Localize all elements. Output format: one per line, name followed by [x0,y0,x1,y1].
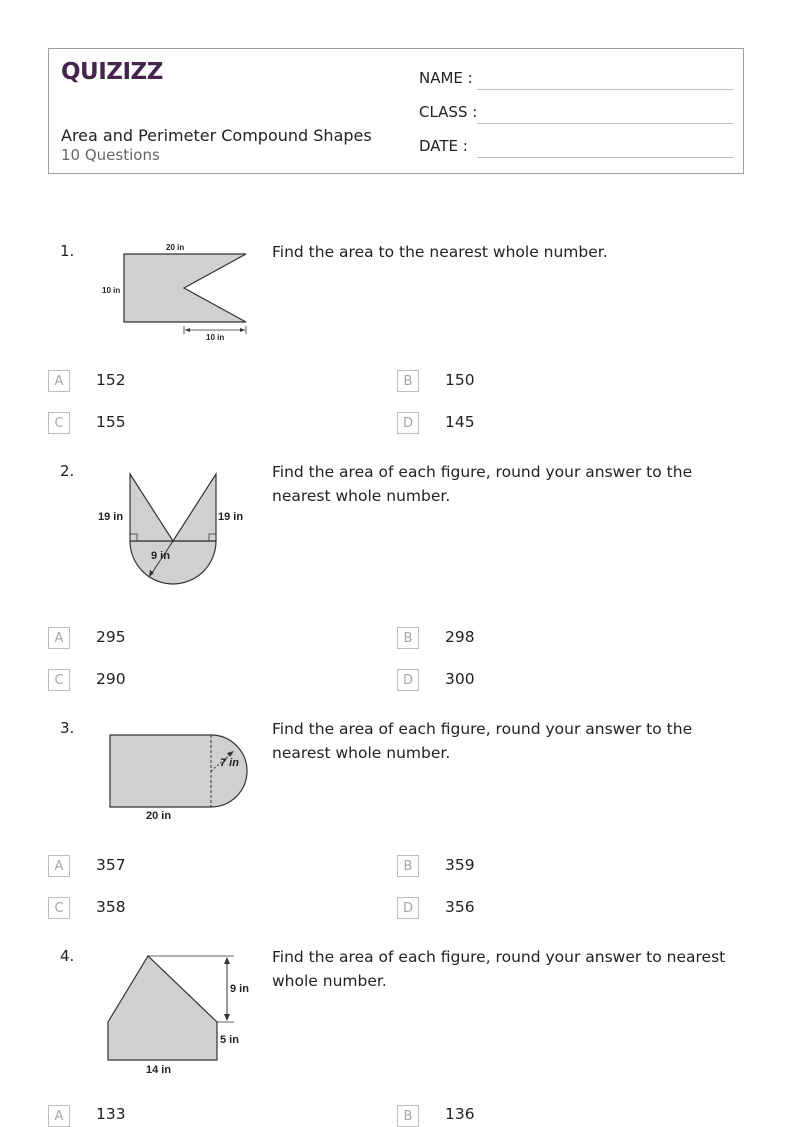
question-text: Find the area of each figure, round your answer to nearest whole number. [272,948,726,990]
worksheet-header [48,48,744,174]
worksheet-title: Area and Perimeter Compound Shapes [61,126,372,145]
option-d-box[interactable]: D [397,412,419,434]
option-b-value[interactable]: 136 [445,1105,475,1123]
date-label: DATE : [419,137,468,155]
name-label: NAME : [419,69,473,87]
option-a-value[interactable]: 295 [96,628,126,646]
question-number: 2. [60,462,75,480]
option-d-box[interactable]: D [397,669,419,691]
option-c-box[interactable]: C [48,669,70,691]
label-left: 19 in [98,511,124,523]
label-bottom: 10 in [206,333,225,342]
option-b-box[interactable]: B [397,855,419,877]
option-b-box[interactable]: B [397,370,419,392]
option-b-value[interactable]: 359 [445,856,475,874]
option-b-value[interactable]: 298 [445,628,475,646]
question-text: Find the area of each figure, round your answer to the nearest whole number. [272,720,693,762]
label-top: 20 in [166,243,185,252]
option-a-value[interactable]: 133 [96,1105,126,1123]
date-line[interactable] [477,157,733,158]
question-text: Find the area of each figure, round your answer to the nearest whole number. [272,463,693,505]
option-c-box[interactable]: C [48,412,70,434]
class-label: CLASS : [419,103,478,121]
label-radius: 7 in [220,757,239,769]
figure-q2 [96,466,256,594]
option-a-box[interactable]: A [48,1105,70,1127]
label-length: 20 in [146,810,172,822]
question-number: 3. [60,719,75,737]
option-c-box[interactable]: C [48,897,70,919]
question-number: 1. [60,242,75,260]
question-text: Find the area to the nearest whole number. [272,243,608,261]
name-line[interactable] [477,89,733,90]
option-d-box[interactable]: D [397,897,419,919]
option-a-box[interactable]: A [48,627,70,649]
option-c-value[interactable]: 358 [96,898,126,916]
option-b-box[interactable]: B [397,1105,419,1127]
label-height-bottom: 5 in [220,1034,239,1046]
label-right: 19 in [218,511,244,523]
option-a-box[interactable]: A [48,855,70,877]
option-b-value[interactable]: 150 [445,371,475,389]
option-c-value[interactable]: 290 [96,670,126,688]
label-radius: 9 in [151,550,170,562]
option-d-value[interactable]: 145 [445,413,475,431]
label-base: 14 in [146,1064,172,1076]
option-d-value[interactable]: 300 [445,670,475,688]
option-c-value[interactable]: 155 [96,413,126,431]
class-line[interactable] [477,123,733,124]
figure-q3 [96,726,256,830]
figure-q4 [96,950,256,1084]
quizizz-logo: QUIZIZZ [61,59,163,85]
option-b-box[interactable]: B [397,627,419,649]
question-number: 4. [60,947,75,965]
label-left: 10 in [102,286,121,295]
question-count: 10 Questions [61,146,160,164]
option-d-value[interactable]: 356 [445,898,475,916]
label-height-top: 9 in [230,983,249,995]
option-a-value[interactable]: 152 [96,371,126,389]
option-a-box[interactable]: A [48,370,70,392]
figure-q1 [96,240,256,350]
option-a-value[interactable]: 357 [96,856,126,874]
